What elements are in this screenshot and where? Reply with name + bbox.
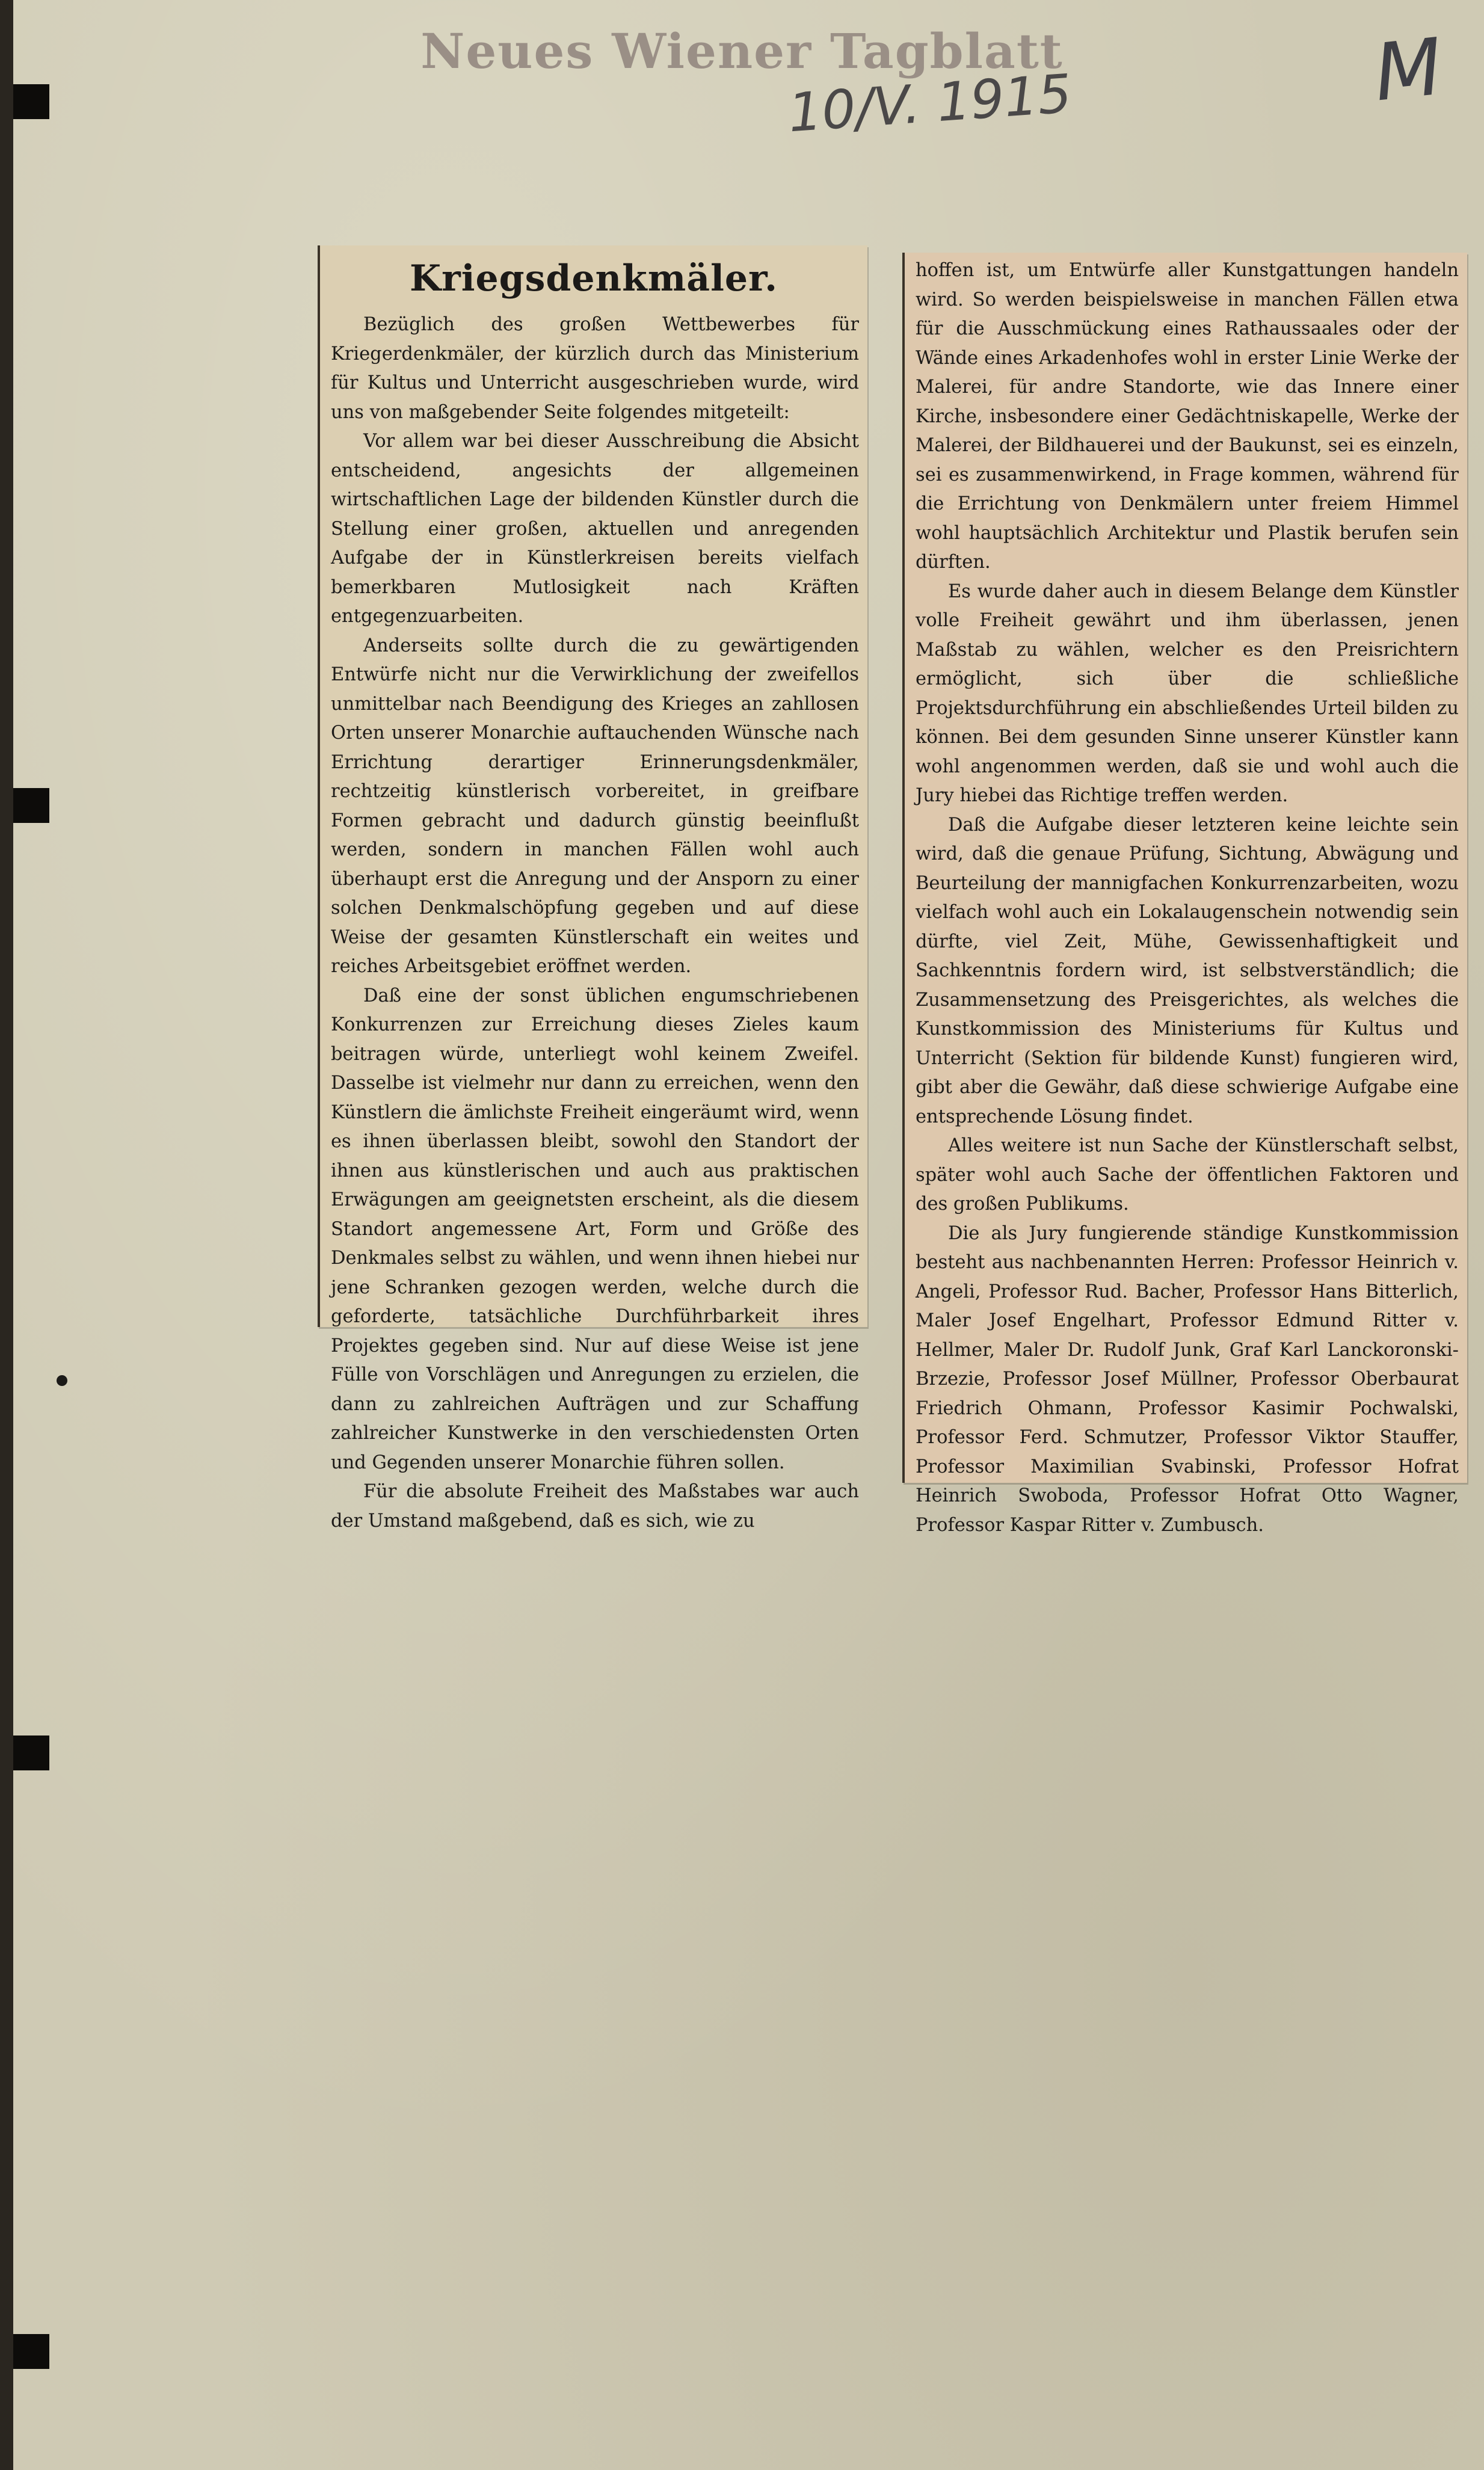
paragraph: Daß die Aufgabe dieser letzteren keine leichte sein wird, daß die genaue Prüfung, Sichtung, Abwägung und Beurteilung der mannigfachen Konkurrenzarbeiten, wozu vielfach wohl auch ein Lokalaugenschein notwendig sein dürfte, viel Zeit, Mühe, Gewissenhaftigkeit und Sachkenntnis fordern wird, ist selbstverständlich; die Zusammensetzung des Preisgerichtes, als welches die Kunstkommission des Ministeriums für Kultus und Unterricht (Sektion für bildende Kunst) fungieren wird, gibt aber die Gewähr, daß diese schwierige Aufgabe eine entsprechende Lösung findet. — [916, 814, 1459, 1127]
paragraph: Anderseits sollte durch die zu gewärtigenden Entwürfe nicht nur die Verwirklichung der zweifellos unmittelbar nach Beendigung des Krieges an zahllosen Orten unserer Monarchie auftauchenden Wünsche nach Errichtung derartiger Erinnerungsdenkmäler, rechtzeitig künstlerisch vorbereitet, in greifbare Formen gebracht und dadurch günstig beeinflußt werden, sondern in manchen Fällen wohl auch überhaupt erst die Anregung und der Ansporn zu einer solchen Denkmalschöpfung gegeben und auf diese Weise der gesamten Künstlerschaft ein weites und reiches Arbeitsgebiet eröffnet werden. — [331, 635, 859, 977]
paragraph: Die als Jury fungierende ständige Kunstkommission besteht aus nachbenannten Herren: Professor Heinrich v. Angeli, Professor Rud. Bacher, Professor Hans Bitterlich, Maler Josef Engelhart, Professor Edmund Ritter v. Hellmer, Maler Dr. Rudolf Junk, Graf Karl Lanckoronski-Brzezie, Professor Josef Müllner, Professor Oberbaurat Friedrich Ohmann, Professor Kasimir Pochwalski, Professor Ferd. Schmutzer, Professor Viktor Stauffer, Professor Maximilian Svabinski, Professor Hofrat Heinrich Swoboda, Professor Hofrat Otto Wagner, Professor Kaspar Ritter v. Zumbusch. — [916, 1222, 1459, 1536]
right-column-text — [905, 253, 1467, 1540]
binding-tab — [13, 1735, 49, 1770]
paragraph: Alles weitere ist nun Sache der Künstlerschaft selbst, später wohl auch Sache der öffentlichen Faktoren und des großen Publikums. — [916, 1135, 1459, 1215]
paragraph: hoffen ist, um Entwürfe aller Kunstgattungen handeln wird. So werden beispielsweise in manchen Fällen etwa für die Ausschmückung eines Rathaussaales oder der Wände eines Arkadenhofes wohl in erster Linie Werke der Malerei, für andre Standorte, wie das Innere einer Kirche, insbesondere einer Gedächtniskapelle, Werke der Malerei, der Bildhauerei und der Baukunst, sei es einzeln, sei es zusammenwirkend, in Frage kommen, während für die Errichtung von Denkmälern unter freiem Himmel wohl hauptsächlich Architektur und Plastik berufen sein dürften. — [916, 260, 1459, 573]
newspaper-title: Neues Wiener Tagblatt — [420, 23, 1064, 79]
handwritten-mark: M — [1370, 20, 1447, 119]
paragraph: Vor allem war bei dieser Ausschreibung die Absicht entscheidend, angesichts der allgemeinen wirtschaftlichen Lage der bildenden Künstler durch die Stellung einer großen, aktuellen und anregenden Aufgabe der in Künstlerkreisen bereits vielfach bemerkbaren Mutlosigkeit nach Kräften entgegenzuarbeiten. — [331, 431, 859, 627]
binding-tab — [13, 84, 49, 119]
binding-tab — [13, 788, 49, 823]
paragraph: Daß eine der sonst üblichen engumschriebenen Konkurrenzen zur Erreichung dieses Zieles kaum beitragen würde, unterliegt wohl keinem Zweifel. Dasselbe ist vielmehr nur dann zu erreichen, wenn den Künstlern die ämlichste Freiheit eingeräumt wird, wenn es ihnen überlassen bleibt, sowohl den Standort der ihnen aus künstlerischen und auch aus praktischen Erwägungen am geeignetsten erscheint, als die diesem Standort angemessene Art, Form und Größe des Denkmales selbst zu wählen, und wenn ihnen hiebei nur jene Schranken gezogen werden, welche durch die geforderte, tatsächliche Durchführbarkeit ihres Projektes gegeben sind. Nur auf diese Weise ist jene Fülle von Vorschlägen und Anregungen zu erzielen, die dann zu zahlreichen Aufträgen und zur Schaffung zahlreicher Kunstwerke in den verschiedensten Orten und Gegenden unserer Monarchie führen sollen. — [331, 985, 859, 1473]
ink-dot — [57, 1375, 67, 1386]
left-column-text — [320, 310, 867, 1536]
clipping-left-column — [318, 245, 867, 1532]
article-headline: Kriegsdenkmäler. — [409, 257, 778, 300]
clipping-right-column — [902, 253, 1467, 1536]
binding-tab — [13, 2334, 49, 2369]
paragraph: Bezüglich des großen Wettbewerbes für Kriegerdenkmäler, der kürzlich durch das Ministerium für Kultus und Unterricht ausgeschrieben wurde, wird uns von maßgebender Seite folgendes mitgeteilt: — [331, 314, 859, 423]
handwritten-date: 10/V. 1915 — [786, 62, 1074, 144]
paragraph: Für die absolute Freiheit des Maßstabes war auch der Umstand maßgebend, daß es sich, wie zu — [331, 1481, 859, 1532]
paragraph: Es wurde daher auch in diesem Belange dem Künstler volle Freiheit gewährt und ihm überlassen, jenen Maßstab zu wählen, welcher es den Preisrichtern ermöglicht, sich über die schließliche Projektsdurchführung ein abschließendes Urteil bilden zu können. Bei dem gesunden Sinne unserer Künstler kann wohl angenommen werden, daß sie und wohl auch die Jury hiebei das Richtige treffen werden. — [916, 581, 1459, 806]
